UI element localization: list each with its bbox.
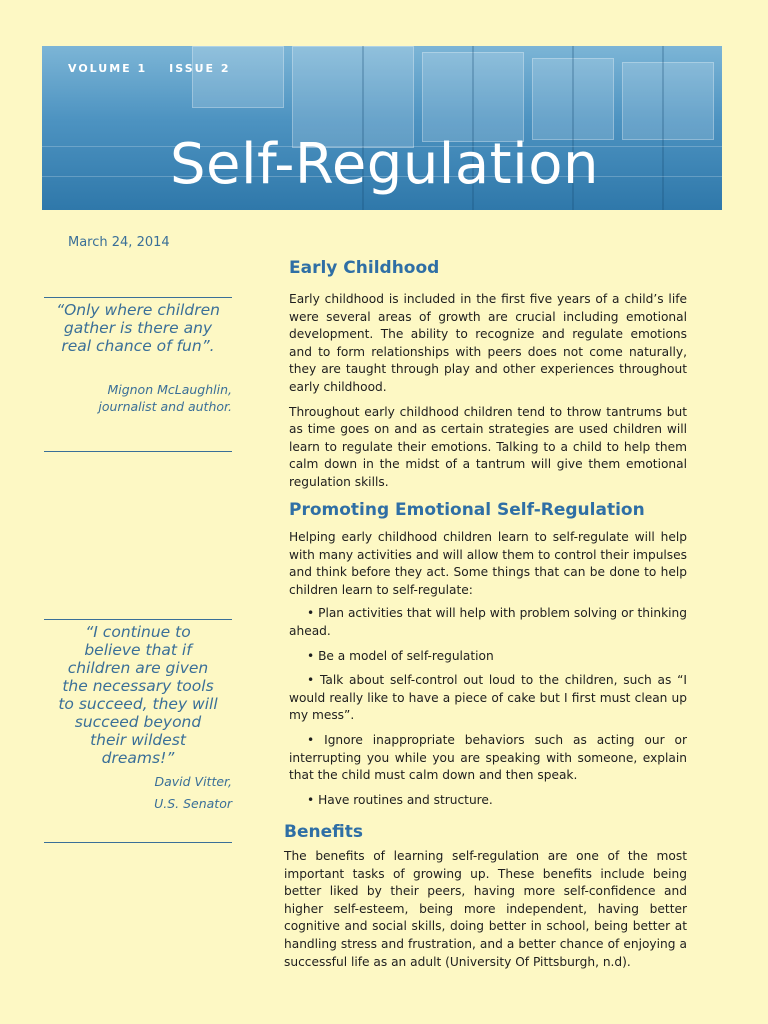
section-promoting bbox=[289, 500, 687, 809]
issue-line bbox=[68, 62, 253, 75]
quote-author-role: U.S. Senator bbox=[154, 796, 232, 811]
issue-label: ISSUE 2 bbox=[169, 62, 231, 75]
quote-author: Mignon McLaughlin, bbox=[107, 382, 232, 397]
quote-rule-bottom bbox=[44, 451, 232, 452]
quote-author-role: journalist and author. bbox=[98, 399, 232, 414]
publication-date: March 24, 2014 bbox=[68, 235, 170, 250]
section-benefits bbox=[284, 822, 687, 971]
section-heading: Early Childhood bbox=[289, 258, 440, 278]
section-heading: Promoting Emotional Self-Regulation bbox=[289, 500, 645, 520]
paragraph: Helping early childhood children learn to self-regulate will help with many activities and will allow them to control their impulses and think before they act. Some things that can be done to help children learn to self-regulate: bbox=[289, 530, 687, 597]
bullet-item: • Talk about self-control out loud to the children, such as “I would really like to have a piece of cake but I first must clean up my mess”. bbox=[289, 673, 687, 723]
quote-text: “Only where children gather is there any real chance of fun”. bbox=[56, 301, 220, 355]
header-banner bbox=[42, 46, 722, 210]
sidebar-quote-2 bbox=[44, 619, 232, 843]
bullet-item: • Plan activities that will help with problem solving or thinking ahead. bbox=[289, 606, 687, 638]
banner-line bbox=[662, 46, 664, 210]
sidebar-quote-1 bbox=[44, 297, 232, 452]
bullet-item: • Ignore inappropriate behaviors such as acting our or interrupting you while you are speaking with someone, explain that the child must calm down and then speak. bbox=[289, 732, 687, 783]
newsletter-title: Self-Regulation bbox=[170, 132, 599, 197]
section-early-childhood bbox=[289, 258, 687, 492]
volume-label: VOLUME 1 bbox=[68, 62, 148, 75]
quote-author: David Vitter, bbox=[154, 774, 232, 789]
bullet-item: • Have routines and structure. bbox=[307, 792, 493, 807]
paragraph: Early childhood is included in the first five years of a child’s life were several areas of growth are crucial including emotional development. The ability to recognize and regulate emotions and to form relationships with peers does not come naturally, they are taught through play and other experiences throughout early childhood. bbox=[289, 292, 687, 394]
bullet-item: • Be a model of self-regulation bbox=[307, 648, 494, 663]
section-heading: Benefits bbox=[284, 822, 363, 842]
paragraph: Throughout early childhood children tend to throw tantrums but as time goes on and as certain strategies are used children will learn to regulate their emotions. Talking to a child to help them calm down in the midst of a tantrum will give them emotional regulation skills. bbox=[289, 404, 687, 489]
banner-glass-panel bbox=[622, 62, 714, 140]
banner-glass-panel bbox=[192, 46, 284, 108]
quote-text: “I continue to believe that if children are given the necessary tools to succeed, they will succeed beyond their wildest dreams!” bbox=[58, 623, 218, 767]
paragraph: The benefits of learning self-regulation are one of the most important tasks of growing up. These benefits include being better liked by their peers, having more self-confidence and higher self-esteem, being more independent, having better cognitive and social skills, doing better in school, being better at handling stress and frustration, and a better chance of enjoying a successful life as an adult (University Of Pittsburgh, n.d). bbox=[284, 849, 687, 969]
quote-rule-bottom bbox=[44, 842, 232, 843]
